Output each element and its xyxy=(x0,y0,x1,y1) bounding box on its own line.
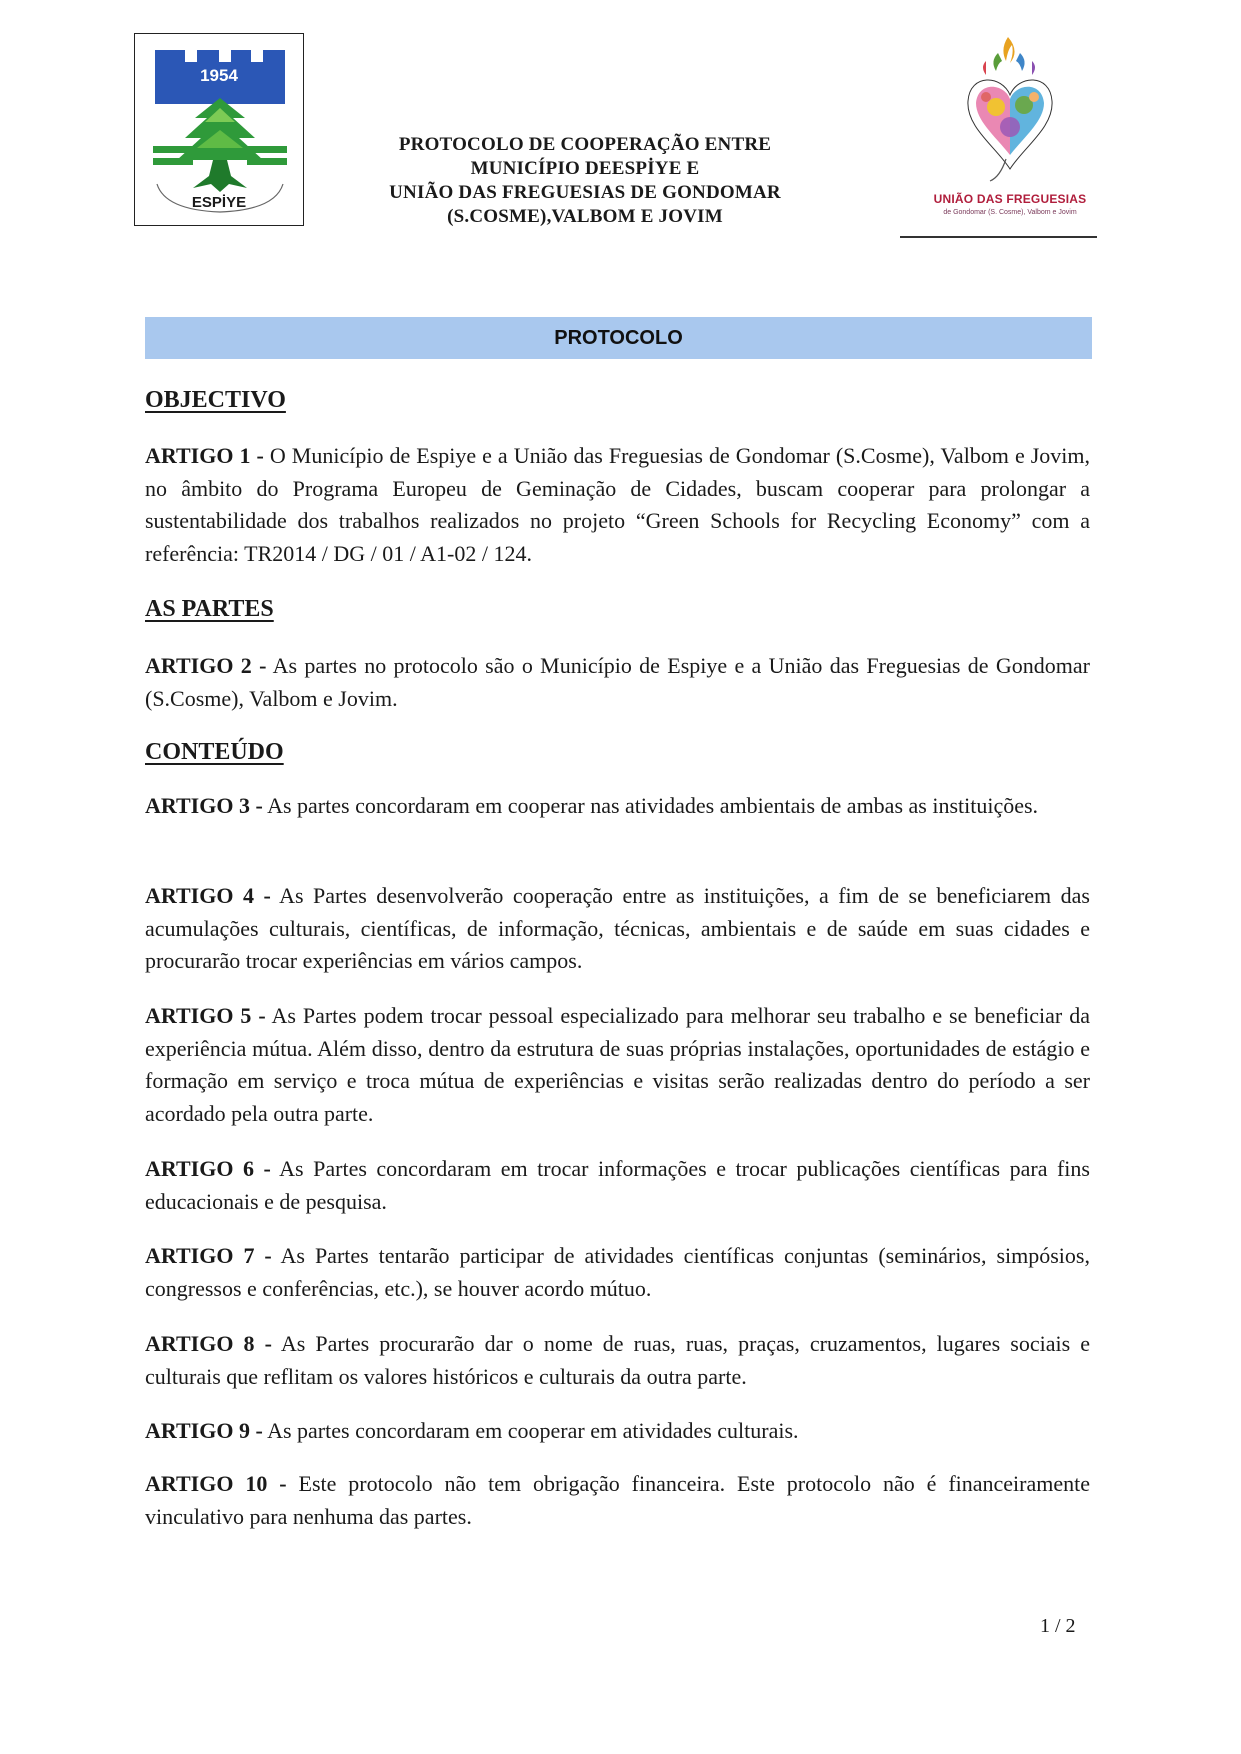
article-text: As Partes podem trocar pessoal especializado para melhorar seu trabalho e se beneficiar da experiência mútua. Além disso, dentro da estrutura de suas próprias instalações, oportunidades de estágio e formação em serviço e troca mútua de experiências e visitas serão realizadas dentro do período a ser acordado pela outra parte. xyxy=(145,1003,1090,1126)
article-text: O Município de Espiye e a União das Freguesias de Gondomar (S.Cosme), Valbom e Jovim, no âmbito do Programa Europeu de Geminação de Cidades, buscam cooperar para prolongar a sustentabilidade dos trabalhos realizados no projeto “Green Schools for Recycling Economy” com a referência: TR2014 / DG / 01 / A1-02 / 124. xyxy=(145,443,1091,566)
protocol-banner: PROTOCOLO xyxy=(145,317,1092,359)
article-text: As partes concordaram em cooperar nas atividades ambientais de ambas as instituições. xyxy=(267,793,1039,818)
article-label: ARTIGO 7 - xyxy=(145,1243,272,1268)
article-text: As Partes desenvolverão cooperação entre as instituições, a fim de se beneficiarem das acumulações culturais, científicas, de informação, técnicas, ambientais e de saúde em suas cidades e procurarão trocar experiências em vários campos. xyxy=(145,883,1090,973)
article-10 xyxy=(145,1468,1090,1533)
article-9 xyxy=(145,1415,1090,1448)
article-7 xyxy=(145,1240,1090,1305)
article-5 xyxy=(145,1000,1090,1130)
article-3 xyxy=(145,790,1090,823)
document-title xyxy=(360,133,810,229)
espiye-crest-logo xyxy=(134,33,304,226)
page-number: 1 / 2 xyxy=(1040,1615,1076,1637)
heart-emblem-graphic xyxy=(956,35,1064,185)
article-text: As Partes tentarão participar de atividades científicas conjuntas (seminários, simpósios, congressos e conferências, etc.), se houver acordo mútuo. xyxy=(145,1243,1090,1301)
article-label: ARTIGO 2 - xyxy=(145,653,267,678)
logo-org-subtitle: de Gondomar (S. Cosme), Valbom e Jovim xyxy=(943,209,1077,216)
section-heading-conteudo: CONTEÚDO xyxy=(145,739,284,765)
crest-name: ESPİYE xyxy=(191,194,247,211)
article-6 xyxy=(145,1153,1090,1218)
article-4 xyxy=(145,880,1090,978)
article-text: Este protocolo não tem obrigação financeira. Este protocolo não é financeiramente vinculativo para nenhuma das partes. xyxy=(145,1471,1091,1529)
article-text: As Partes procurarão dar o nome de ruas, ruas, praças, cruzamentos, lugares sociais e culturais que reflitam os valores históricos e culturais da outra parte. xyxy=(145,1331,1090,1389)
header-divider xyxy=(900,236,1097,238)
article-label: ARTIGO 3 - xyxy=(145,793,263,818)
article-8 xyxy=(145,1328,1090,1393)
article-text: As Partes concordaram em trocar informações e trocar publicações científicas para fins educacionais e de pesquisa. xyxy=(145,1156,1090,1214)
logo-org-name: UNIÃO DAS FREGUESIAS xyxy=(933,192,1087,206)
article-label: ARTIGO 9 - xyxy=(145,1418,263,1443)
section-heading-partes: AS PARTES xyxy=(145,596,274,622)
article-label: ARTIGO 6 - xyxy=(145,1156,271,1181)
article-label: ARTIGO 10 - xyxy=(145,1471,287,1496)
article-label: ARTIGO 8 - xyxy=(145,1331,272,1356)
article-1 xyxy=(145,440,1090,570)
crest-year: 1954 xyxy=(200,66,238,85)
article-label: ARTIGO 4 - xyxy=(145,883,271,908)
title-line: (S.COSME),VALBOM E JOVIM xyxy=(447,206,723,227)
title-line: UNIÃO DAS FREGUESIAS DE GONDOMAR xyxy=(389,182,781,203)
article-label: ARTIGO 5 - xyxy=(145,1003,266,1028)
article-label: ARTIGO 1 - xyxy=(145,443,264,468)
uniao-freguesias-logo xyxy=(920,35,1100,235)
section-heading-objectivo: OBJECTIVO xyxy=(145,387,286,413)
title-line: PROTOCOLO DE COOPERAÇÃO ENTRE xyxy=(398,134,772,155)
article-text: As partes concordaram em cooperar em atividades culturais. xyxy=(267,1418,799,1443)
article-text: As partes no protocolo são o Município de Espiye e a União das Freguesias de Gondomar (S.Cosme), Valbom e Jovim. xyxy=(145,653,1090,711)
article-2 xyxy=(145,650,1090,715)
title-line: MUNICÍPIO DEESPİYE E xyxy=(470,158,700,179)
